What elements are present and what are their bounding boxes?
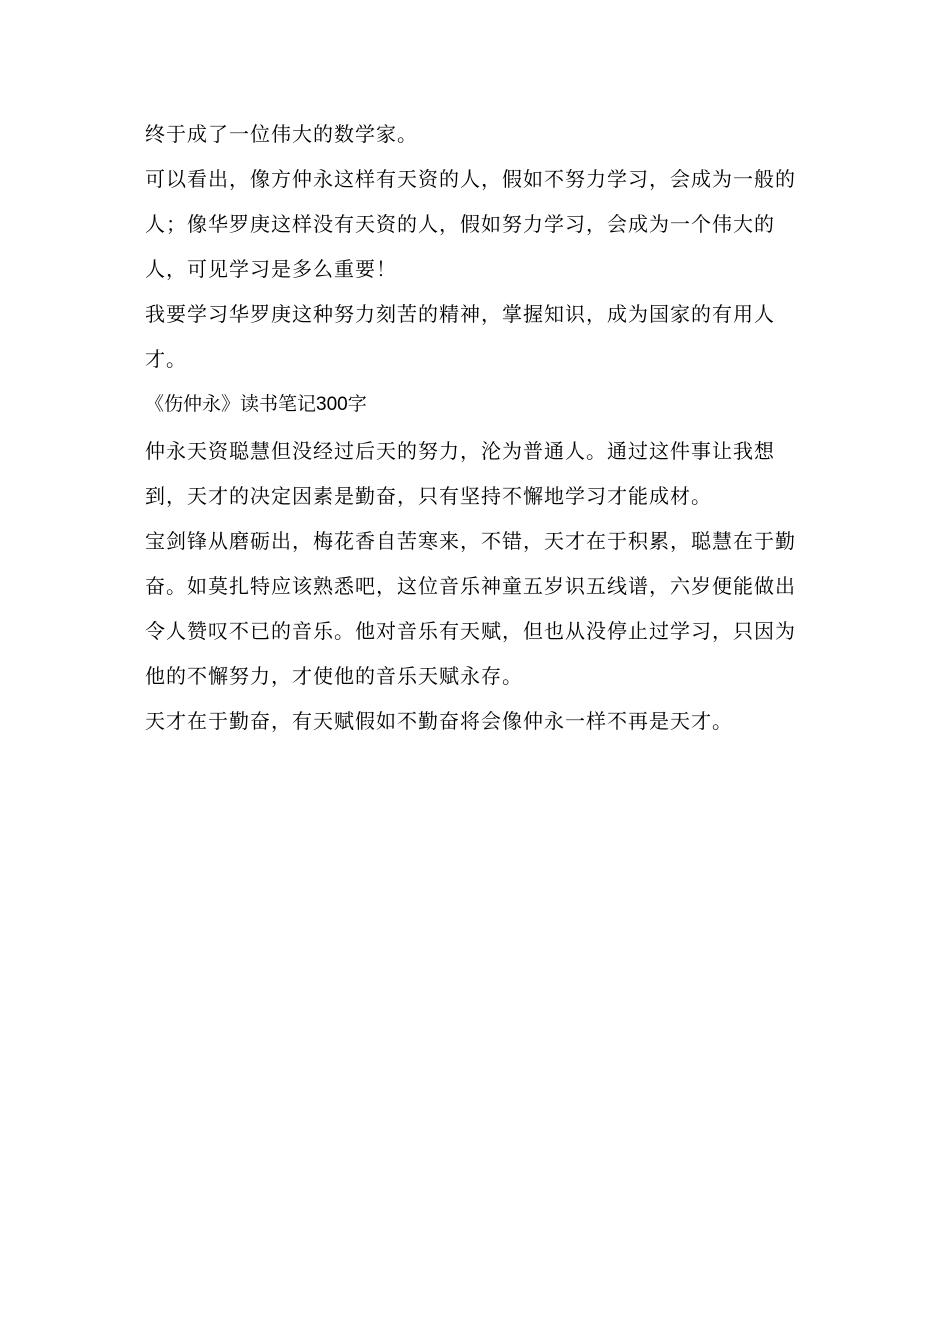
section-heading: 《伤仲永》读书笔记300字 [145,394,367,415]
paragraph: 我要学习华罗庚这种努力刻苦的精神，掌握知识，成为国家的有用人才。 [145,302,775,371]
paragraph: 宝剑锋从磨砺出，梅花香自苦寒来，不错，天才在于积累，聪慧在于勤奋。如莫扎特应该熟悉吧，这位音乐神童五岁识五线谱，六岁便能做出令人赞叹不已的音乐。他对音乐有天赋，但也从没停止过学习，只因为他的不懈努力，才使他的音乐天赋永存。 [145,529,796,688]
paragraph: 仲永天资聪慧但没经过后天的努力，沦为普通人。通过这件事让我想到，天才的决定因素是勤奋，只有坚持不懈地学习才能成材。 [145,439,775,508]
paragraph: 可以看出，像方仲永这样有天资的人，假如不努力学习，会成为一般的人；像华罗庚这样没有天资的人，假如努力学习，会成为一个伟大的人，可见学习是多么重要！ [145,167,796,281]
paragraph: 天才在于勤奋，有天赋假如不勤奋将会像仲永一样不再是天才。 [145,709,733,733]
paragraph: 终于成了一位伟大的数学家。 [145,122,418,146]
document-body [145,112,810,744]
